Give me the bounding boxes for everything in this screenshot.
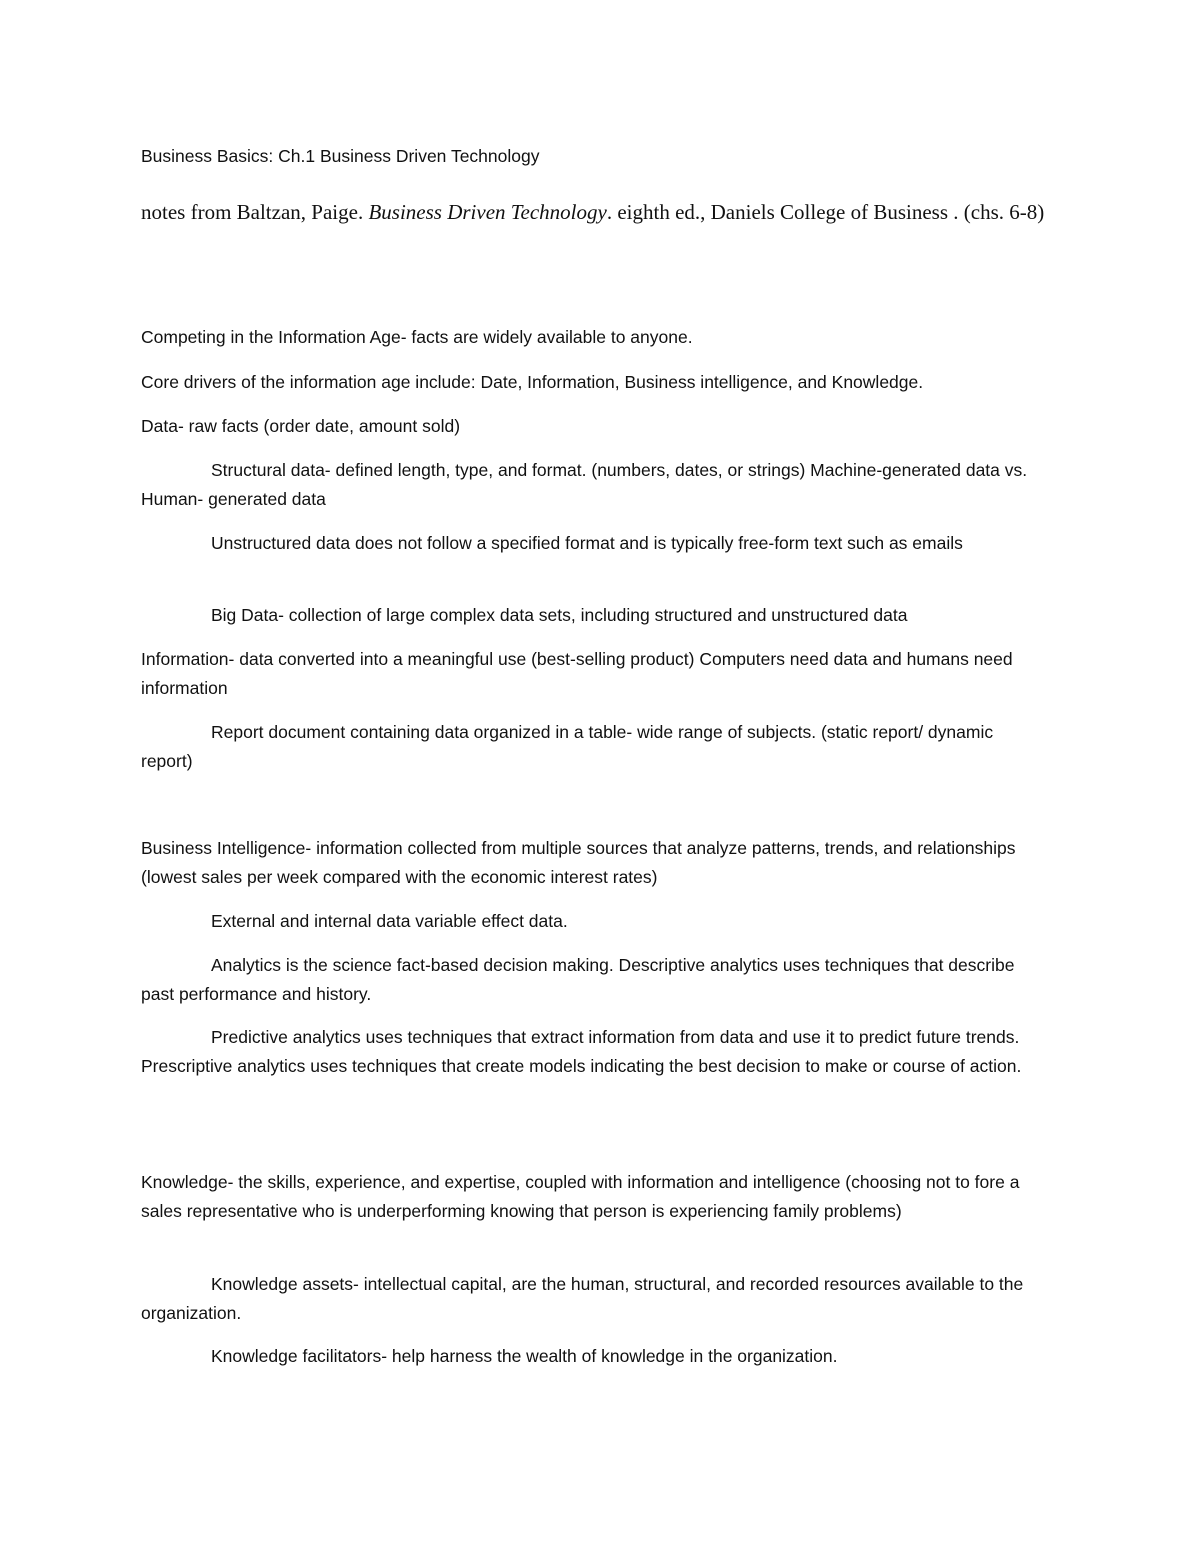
- citation-suffix: . eighth ed., Daniels College of Business . (chs. 6-8): [606, 200, 1045, 224]
- paragraph-predictive-analytics: Predictive analytics uses techniques that extract information from data and use it to predict future trends. Prescriptive analytics uses techniques that create models indicating the best decision to make or course of action.: [141, 1027, 1022, 1076]
- paragraph-structural-data: Structural data- defined length, type, and format. (numbers, dates, or strings) Machine-generated data vs. Human- generated data: [141, 460, 1028, 509]
- paragraph-information: Information- data converted into a meaningful use (best-selling product) Computers need data and humans need information: [141, 649, 1013, 698]
- paragraph-data: Data- raw facts (order date, amount sold): [141, 416, 461, 436]
- paragraph-knowledge-assets: Knowledge assets- intellectual capital, are the human, structural, and recorded resources available to the organization.: [141, 1274, 1024, 1323]
- paragraph-external-internal-data: External and internal data variable effect data.: [211, 911, 568, 931]
- paragraph-knowledge: Knowledge- the skills, experience, and expertise, coupled with information and intelligence (choosing not to fore a sales representative who is underperforming knowing that person is experiencing family problems): [141, 1172, 1020, 1221]
- paragraph-business-intelligence: Business Intelligence- information collected from multiple sources that analyze patterns, trends, and relationships (lowest sales per week compared with the economic interest rates): [141, 838, 1016, 887]
- citation: [141, 198, 1146, 227]
- paragraph-unstructured-data: Unstructured data does not follow a specified format and is typically free-form text such as emails: [211, 533, 963, 553]
- paragraph-core-drivers: Core drivers of the information age include: Date, Information, Business intelligence, and Knowledge.: [141, 372, 924, 392]
- paragraph-big-data: Big Data- collection of large complex data sets, including structured and unstructured data: [211, 605, 908, 625]
- paragraph-knowledge-facilitators: Knowledge facilitators- help harness the wealth of knowledge in the organization.: [211, 1346, 838, 1366]
- document-title: Business Basics: Ch.1 Business Driven Technology: [141, 146, 540, 166]
- paragraph-information-age: Competing in the Information Age- facts are widely available to anyone.: [141, 327, 693, 347]
- paragraph-report: Report document containing data organized in a table- wide range of subjects. (static report/ dynamic report): [141, 722, 994, 771]
- citation-prefix: notes from Baltzan, Paige.: [141, 200, 369, 224]
- paragraph-analytics: Analytics is the science fact-based decision making. Descriptive analytics uses techniques that describe past performance and history.: [141, 955, 1015, 1004]
- citation-book-title: Business Driven Technology: [368, 200, 607, 224]
